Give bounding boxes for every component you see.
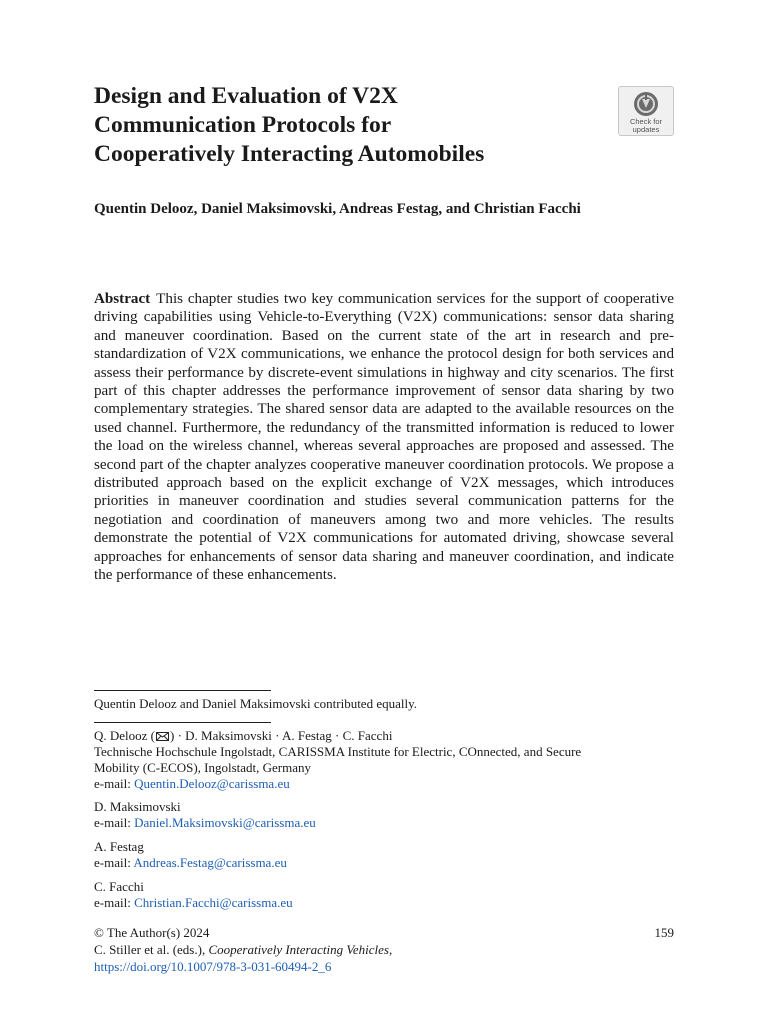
copyright: © The Author(s) 2024	[94, 925, 210, 940]
envelope-icon[interactable]	[156, 732, 169, 741]
title-line-1: Design and Evaluation of V2X	[94, 83, 398, 109]
book-title: Cooperatively Interacting Vehicles	[208, 942, 389, 957]
page-number: 159	[654, 925, 674, 940]
citation: C. Stiller et al. (eds.), Cooperatively Interacting Vehicles,	[94, 942, 393, 957]
affiliation-block-4: C. Facchi e-mail: Christian.Facchi@carissma.eu	[94, 879, 694, 911]
doi-link[interactable]: https://doi.org/10.1007/978-3-031-60494-2_6	[94, 959, 332, 974]
affiliation-block-1: Q. Delooz ( ) · D. Maksimovski · A. Festag · C. Facchi Technische Hochschule Ingolstadt, CARISSMA Institute for Electric, COnnected, and Secure Mobility (C-ECOS), Ingolstadt, Germany e-mail: Quentin.Delooz@carissma.eu	[94, 728, 694, 792]
abstract	[94, 290, 674, 585]
author-list: Quentin Delooz, Daniel Maksimovski, Andreas Festag, and Christian Facchi	[94, 201, 581, 217]
abstract-text: This chapter studies two key communication services for the support of cooperative driving capabilities using Vehicle-to-Everything (V2X) communications: sensor data sharing and maneuver coordination. Based on the current state of the art in research and pre-standardization of V2X communications, we enhance the protocol design for both services and assess their performance by discrete-event simulations in highway and city scenarios. The first part of this chapter addresses the performance improvement of sensor data sharing by two complementary strategies. The shared sensor data are adapted to the available resources on the used channel. Furthermore, the redundancy of the transmitted information is reduced to lower the load on the wireless channel, whereas several approaches are proposed and assessed. The second part of the chapter analyzes cooperative maneuver coordination protocols. We propose a distributed approach based on the explicit exchange of V2X messages, which introduces priorities in maneuver coordination and studies several communication patterns for the negotiation and coordination of maneuvers among two and more vehicles. The results demonstrate the potential of V2X communications for automated driving, showcase several approaches for enhancements of sensor data sharing and maneuver coordination, and indicate the performance of these enhancements.	[94, 291, 674, 584]
author-name: D. Maksimovski	[94, 799, 181, 814]
email-link-festag[interactable]: Andreas.Festag@carissma.eu	[133, 855, 287, 870]
institution-line-1: Technische Hochschule Ingolstadt, CARISSMA Institute for Electric, COnnected, and Secure	[94, 744, 582, 759]
check-for-updates-icon	[633, 91, 659, 117]
author-name: A. Festag	[94, 839, 144, 854]
affiliation-block-2: D. Maksimovski e-mail: Daniel.Maksimovski@carissma.eu	[94, 799, 694, 831]
email-link-facchi[interactable]: Christian.Facchi@carissma.eu	[134, 895, 293, 910]
paper-title	[94, 82, 594, 169]
title-line-3: Cooperatively Interacting Automobiles	[94, 141, 485, 167]
email-link-maksimovski[interactable]: Daniel.Maksimovski@carissma.eu	[134, 815, 316, 830]
affiliation-block-3: A. Festag e-mail: Andreas.Festag@carissma.eu	[94, 839, 694, 871]
author-name: C. Facchi	[94, 879, 144, 894]
abstract-label: Abstract	[94, 291, 151, 307]
title-line-2: Communication Protocols for	[94, 112, 392, 138]
email-link-delooz[interactable]: Quentin.Delooz@carissma.eu	[134, 776, 290, 791]
check-for-updates-badge[interactable]	[618, 86, 674, 136]
institution-line-2: Mobility (C-ECOS), Ingolstadt, Germany	[94, 760, 312, 775]
badge-line-2: updates	[632, 125, 660, 134]
equal-contribution-note: Quentin Delooz and Daniel Maksimovski contributed equally.	[94, 696, 418, 711]
badge-line-1: Check for	[629, 117, 663, 126]
footnote-divider	[94, 690, 271, 691]
page-footer	[94, 924, 674, 975]
affiliation-divider	[94, 722, 271, 723]
